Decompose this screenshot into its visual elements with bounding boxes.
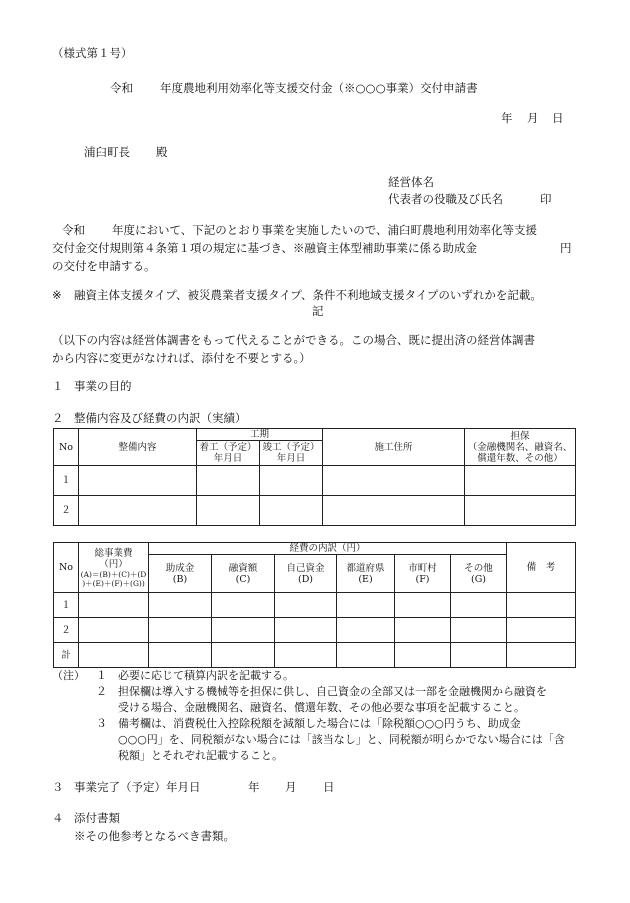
note-1-number: １ — [96, 669, 107, 682]
completion-year: 年 — [248, 780, 260, 794]
col-no: No — [54, 429, 79, 466]
total-line3: (A)＝(B)＋(C)＋(D — [80, 569, 147, 579]
cell-own-funds[interactable] — [275, 593, 337, 618]
type-note: 融資主体支援タイプ、被災農業者支援タイプ、条件不利地域支援タイプのいずれかを記載。 — [74, 288, 542, 302]
col-total — [79, 543, 149, 593]
cell-security[interactable] — [465, 466, 576, 496]
subsidy-label: 助成金 — [165, 562, 195, 574]
row-number: １ — [54, 593, 79, 618]
date-day: 日 — [552, 111, 564, 125]
col-other — [451, 555, 507, 593]
col-loan — [212, 555, 275, 593]
col-security — [465, 429, 576, 466]
note-2-line2: 受ける場合、金融機関名、融資名、償還年数、その他必要な事項を記載すること。 — [118, 701, 525, 714]
row-number: ２ — [54, 496, 79, 526]
cell-municipality[interactable] — [395, 643, 451, 668]
col-period: 工期 — [197, 429, 323, 441]
end-line1: 竣工（予定） — [262, 442, 320, 453]
col-end — [260, 441, 323, 466]
cell-site[interactable] — [323, 496, 465, 526]
col-municipality — [395, 555, 451, 593]
completion-day: 日 — [323, 780, 335, 794]
col-content: 整備内容 — [79, 429, 197, 466]
own-funds-label: 自己資金 — [286, 562, 325, 574]
title-era: 令和 — [110, 81, 133, 95]
cell-start[interactable] — [197, 466, 260, 496]
total-line1: 総事業費 — [94, 547, 133, 559]
addressee: 浦臼町長 — [84, 145, 130, 159]
notes — [52, 668, 592, 764]
cell-end[interactable] — [260, 496, 323, 526]
document-title: 年度農地利用効率化等支援交付金（※○○○事業）交付申請書 — [160, 81, 478, 95]
cell-loan[interactable] — [212, 593, 275, 618]
subsidy-code: (B) — [172, 573, 188, 585]
note-1 — [52, 668, 592, 684]
section2-number: ２ — [52, 411, 64, 425]
table-row — [54, 618, 576, 643]
representative-label: 代表者の役職及び氏名 — [388, 192, 503, 206]
cell-other[interactable] — [451, 618, 507, 643]
loan-code: (C) — [235, 573, 251, 585]
municipality-label: 市町村 — [408, 562, 437, 574]
own-funds-code: (D) — [297, 573, 314, 585]
security-line1: 担保 — [510, 430, 530, 442]
cell-loan[interactable] — [212, 643, 275, 668]
section3-number: ３ — [52, 780, 64, 794]
col-prefecture — [337, 555, 395, 593]
table-total-row — [54, 643, 576, 668]
note-mark: ※ — [52, 288, 62, 302]
section1-number: １ — [52, 379, 64, 393]
honorific: 殿 — [156, 145, 168, 159]
cell-content[interactable] — [79, 496, 197, 526]
cell-site[interactable] — [323, 466, 465, 496]
cell-content[interactable] — [79, 466, 197, 496]
cell-own-funds[interactable] — [275, 618, 337, 643]
loan-label: 融資額 — [228, 562, 258, 574]
date-month: 月 — [527, 111, 539, 125]
notes-label: （注） — [52, 669, 85, 682]
cell-subsidy[interactable] — [149, 593, 212, 618]
ki-heading: 記 — [312, 304, 324, 318]
col-breakdown: 経費の内訳（円） — [149, 543, 507, 555]
row-number: ２ — [54, 618, 79, 643]
col-remarks: 備 考 — [507, 543, 576, 593]
date-year: 年 — [501, 111, 513, 125]
cell-end[interactable] — [260, 466, 323, 496]
paragraph-line2: 交付金交付規則第４条第１項の規定に基づき、※融資主体型補助事業に係る助成金 — [52, 241, 478, 255]
section4-title: 添付書類 — [74, 811, 120, 825]
note-3 — [52, 716, 592, 732]
col-site: 施工住所 — [323, 429, 465, 466]
col-start — [197, 441, 260, 466]
note-2-number: ２ — [96, 685, 107, 698]
table-row — [54, 466, 576, 496]
cell-prefecture[interactable] — [337, 593, 395, 618]
cell-subsidy[interactable] — [149, 643, 212, 668]
paragraph-line3: の交付を申請する。 — [52, 259, 156, 273]
prefecture-label: 都道府県 — [346, 562, 385, 574]
start-line2: 年月日 — [213, 453, 243, 464]
cell-municipality[interactable] — [395, 593, 451, 618]
facility-table — [53, 428, 576, 526]
remark-line2: から内容に変更がなければ、添付を不要とする。） — [52, 351, 311, 365]
end-line2: 年月日 — [276, 453, 306, 464]
cell-remarks[interactable] — [507, 618, 576, 643]
cell-start[interactable] — [197, 496, 260, 526]
cell-other[interactable] — [451, 593, 507, 618]
total-line2: （円） — [99, 558, 128, 570]
note-1-text: 必要に応じて積算内訳を記載する。 — [118, 669, 294, 682]
row-number: １ — [54, 466, 79, 496]
note-3-line1: 備考欄は、消費税仕入控除税額を減額した場合には「除税額○○○円うち、助成金 — [118, 717, 521, 730]
seal-mark: 印 — [540, 192, 552, 206]
municipality-code: (F) — [415, 573, 430, 585]
col-own-funds — [275, 555, 337, 593]
security-line2: （金融機関名、融資名、 — [467, 441, 573, 453]
security-line3: 償還年数、その他） — [477, 452, 563, 464]
note-3-line3: 税額」とそれぞれ記載すること。 — [118, 749, 283, 762]
section1-title: 事業の目的 — [74, 379, 132, 393]
paragraph-line1: 年度において、下記のとおり事業を実施したいので、浦臼町農地利用効率化等支援 — [112, 223, 538, 237]
cell-prefecture[interactable] — [337, 618, 395, 643]
completion-month: 月 — [285, 780, 297, 794]
note-2 — [52, 684, 592, 700]
other-code: (G) — [471, 573, 487, 585]
start-line1: 着工（予定） — [199, 442, 257, 453]
paragraph-yen: 円 — [560, 241, 572, 255]
col-subsidy — [149, 555, 212, 593]
section3-title: 事業完了（予定）年月日 — [74, 780, 201, 794]
expense-table — [53, 542, 576, 668]
cell-total[interactable] — [79, 643, 149, 668]
applicant-label: 経営体名 — [388, 175, 434, 189]
cell-subsidy[interactable] — [149, 618, 212, 643]
cell-prefecture[interactable] — [337, 643, 395, 668]
row-total-label: 計 — [54, 643, 79, 668]
remark-line1: （以下の内容は経営体調書をもって代えることができる。この場合、既に提出済の経営体調書 — [52, 333, 535, 347]
table-row — [54, 496, 576, 526]
section2-title: 整備内容及び経費の内訳（実績） — [74, 411, 247, 425]
paragraph-era: 令和 — [62, 223, 85, 237]
note-3-line2: ○○○円」を、同税額がない場合には「該当なし」と、同税額が明らかでない場合には「含 — [118, 733, 565, 746]
cell-other[interactable] — [451, 643, 507, 668]
total-line4: )＋(E)＋(F)＋(G)) — [82, 578, 145, 588]
cell-own-funds[interactable] — [275, 643, 337, 668]
prefecture-code: (E) — [358, 573, 373, 585]
col-no: No — [54, 543, 79, 593]
attachment-item: ※その他参考となるべき書類。 — [74, 829, 235, 843]
other-label: その他 — [464, 562, 493, 574]
cell-security[interactable] — [465, 496, 576, 526]
section4-number: ４ — [52, 811, 64, 825]
cell-remarks[interactable] — [507, 593, 576, 618]
note-2-line1: 担保欄は導入する機械等を担保に供し、自己資金の全部又は一部を金融機関から融資を — [118, 685, 547, 698]
cell-remarks[interactable] — [507, 643, 576, 668]
form-number: （様式第１号） — [52, 46, 133, 60]
cell-total[interactable] — [79, 593, 149, 618]
table-row — [54, 593, 576, 618]
cell-municipality[interactable] — [395, 618, 451, 643]
note-3-number: ３ — [96, 717, 107, 730]
cell-total[interactable] — [79, 618, 149, 643]
cell-loan[interactable] — [212, 618, 275, 643]
